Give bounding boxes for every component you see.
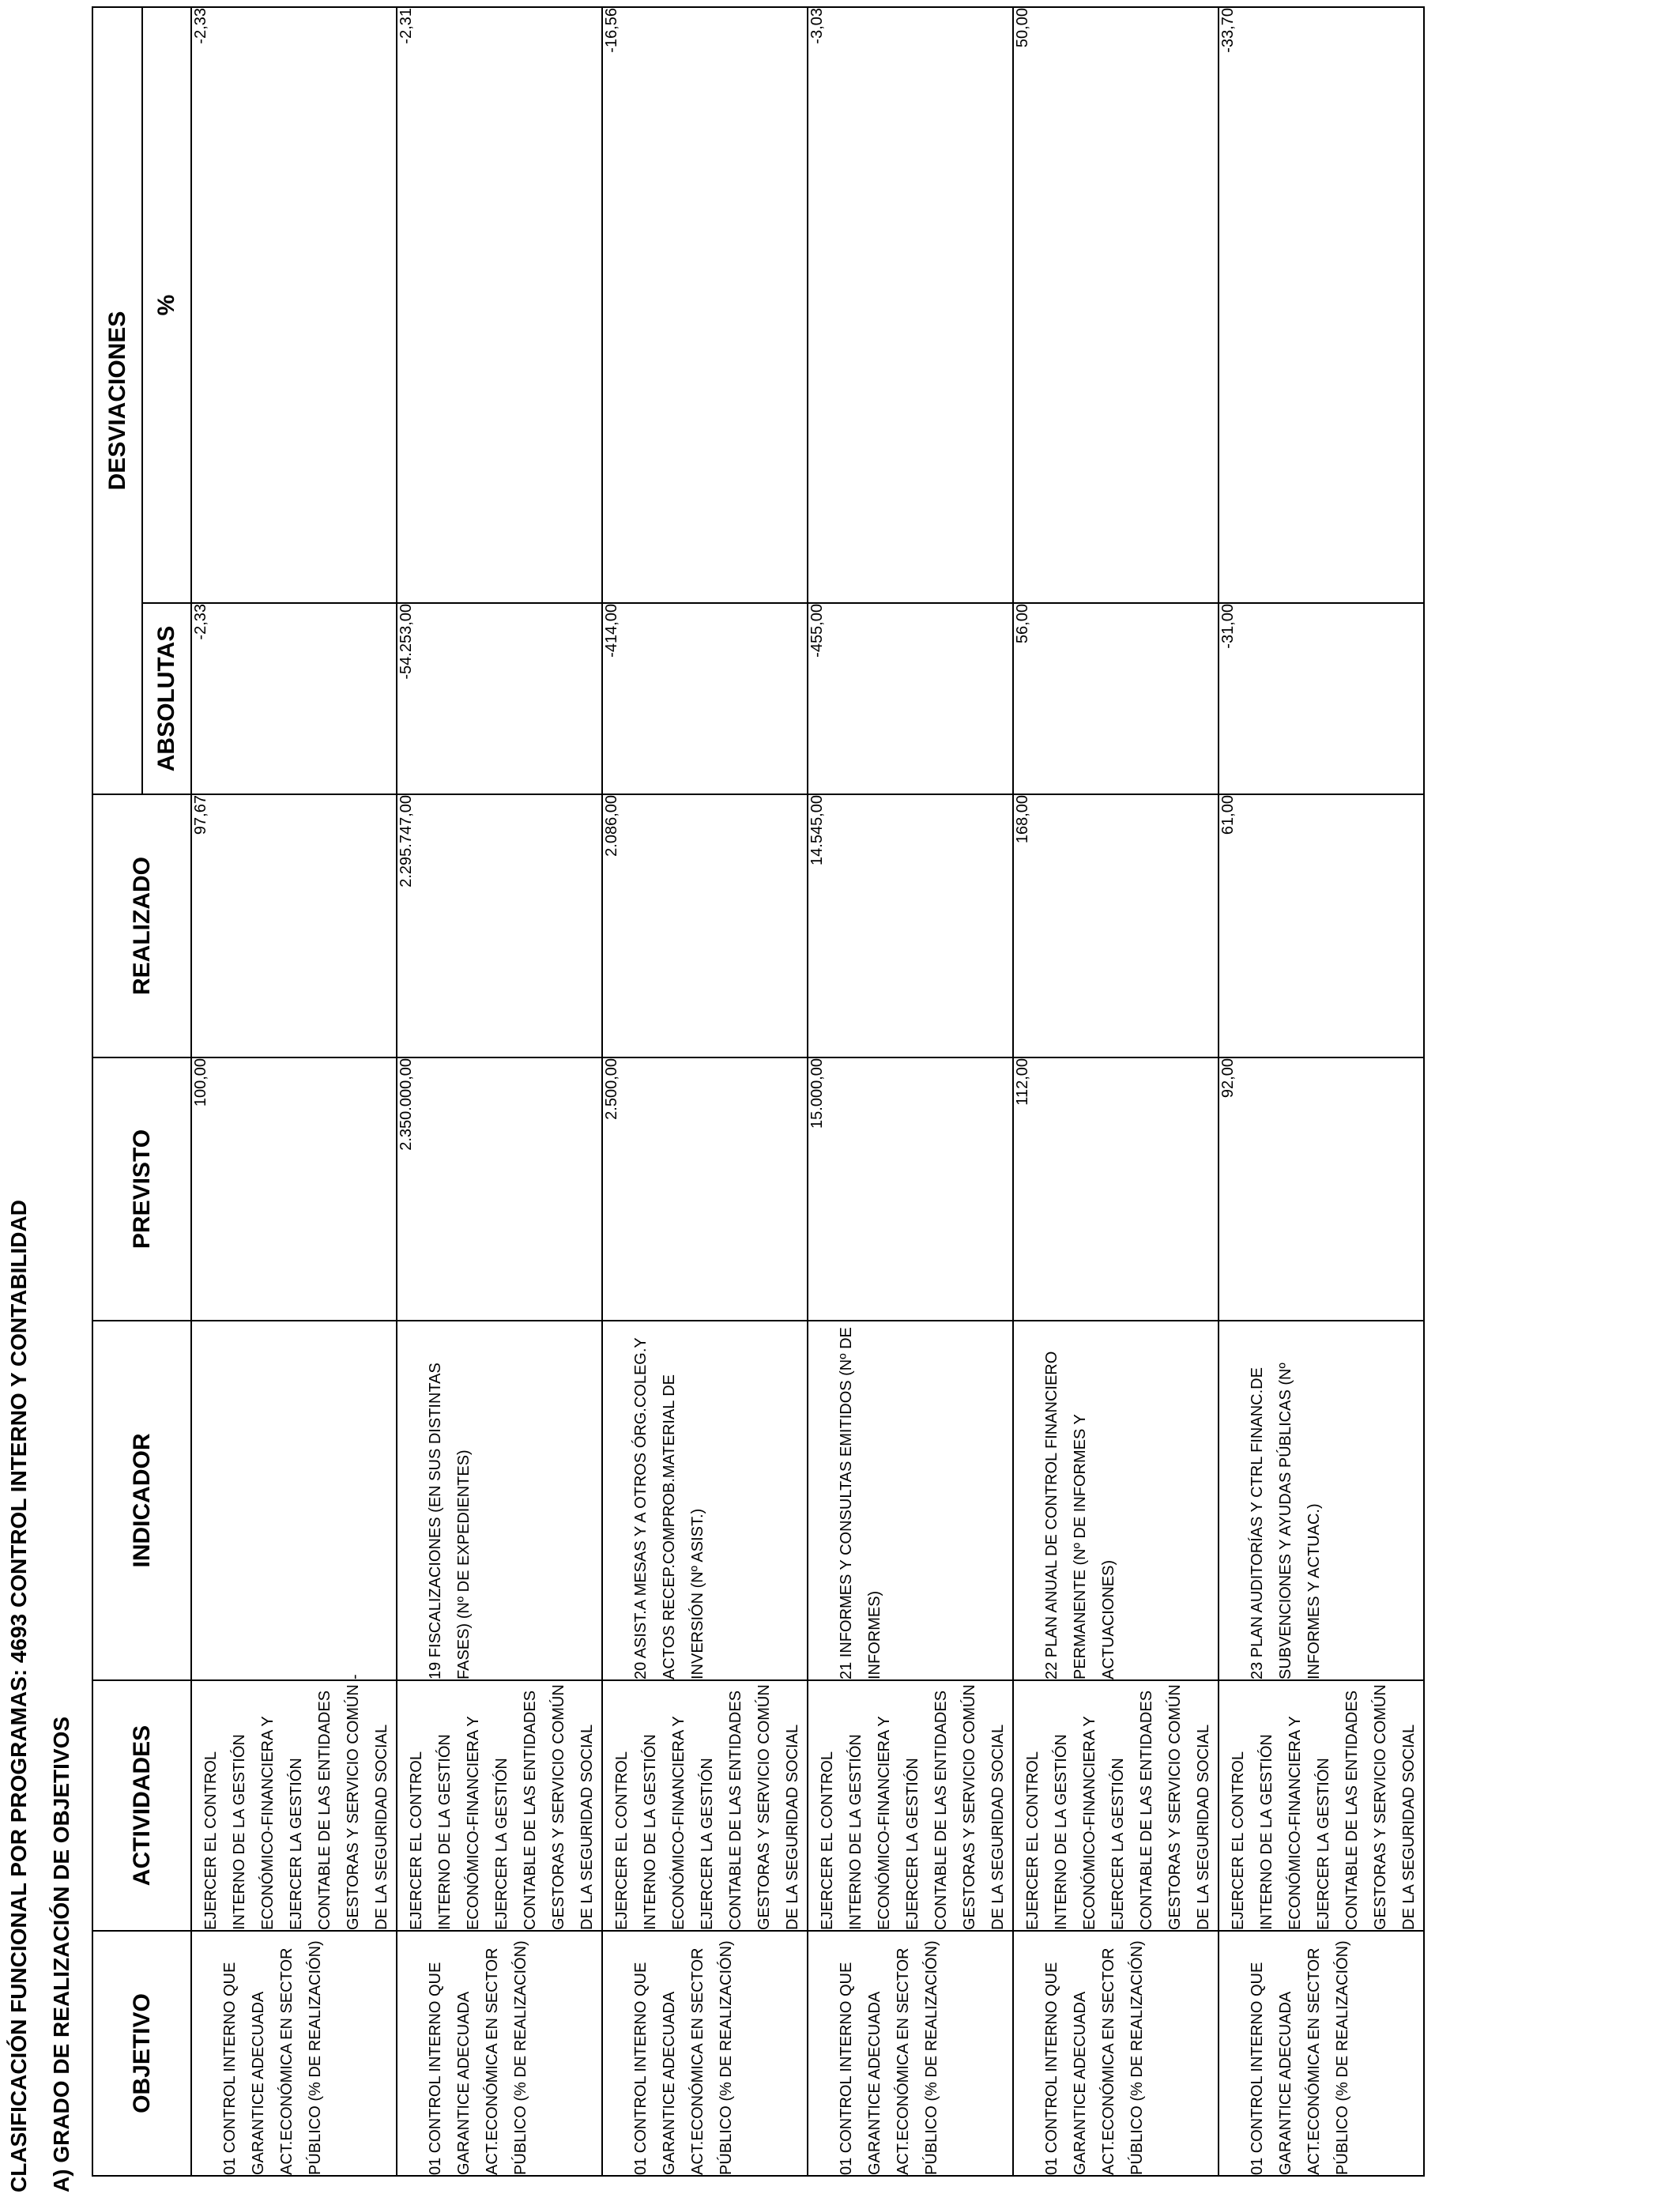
- absolutas-cell: -54.253,00: [397, 603, 602, 794]
- actividades-cell: EJERCER EL CONTROL INTERNO DE LA GESTIÓN ECONÓMICO-FINANCIERA Y EJERCER LA GESTIÓN CONTABLE DE LAS ENTIDADES GESTORAS Y SERVICIO COMÚN DE LA SEGURIDAD SOCIAL: [1219, 1680, 1424, 1931]
- header-desviaciones: DESVIACIONES: [92, 7, 142, 794]
- header-objetivo: OBJETIVO: [92, 1931, 191, 2176]
- realizado-cell: 14.545,00: [808, 794, 1013, 1057]
- realizado-cell: 61,00: [1219, 794, 1424, 1057]
- realizado-cell: 2.295.747,00: [397, 794, 602, 1057]
- header-previsto: PREVISTO: [92, 1057, 191, 1321]
- previsto-cell: 15.000,00: [808, 1057, 1013, 1321]
- page-subtitle: A) GRADO DE REALIZACIÓN DE OBJETIVOS: [49, 1716, 73, 2192]
- table-row: [808, 7, 1013, 2176]
- indicador-cell: 19 FISCALIZACIONES (EN SUS DISTINTAS FASES) (Nº DE EXPEDIENTES): [397, 1321, 602, 1680]
- actividades-cell: EJERCER EL CONTROL INTERNO DE LA GESTIÓN ECONÓMICO-FINANCIERA Y EJERCER LA GESTIÓN CONTABLE DE LAS ENTIDADES GESTORAS Y SERVICIO COMÚN DE LA SEGURIDAD SOCIAL: [397, 1680, 602, 1931]
- indicador-cell: 20 ASIST.A MESAS Y A OTROS ÓRG.COLEG.Y ACTOS RECEP.COMPROB.MATERIAL DE INVERSIÓN (Nº ASIST.): [602, 1321, 808, 1680]
- objetivo-cell: 01 CONTROL INTERNO QUE GARANTICE ADECUADA ACT.ECONÓMICA EN SECTOR PÚBLICO (% DE REALIZACIÓN): [602, 1931, 808, 2176]
- porcentaje-cell: -16,56: [602, 7, 808, 603]
- page-title: CLASIFICACIÓN FUNCIONAL POR PROGRAMAS: 4693 CONTROL INTERNO Y CONTABILIDAD: [6, 1200, 31, 2192]
- porcentaje-cell: -33,70: [1219, 7, 1424, 603]
- absolutas-cell: -414,00: [602, 603, 808, 794]
- realizado-cell: 168,00: [1013, 794, 1219, 1057]
- porcentaje-cell: -3,03: [808, 7, 1013, 603]
- objetivo-cell: 01 CONTROL INTERNO QUE GARANTICE ADECUADA ACT.ECONÓMICA EN SECTOR PÚBLICO (% DE REALIZACIÓN): [808, 1931, 1013, 2176]
- objetivo-cell: 01 CONTROL INTERNO QUE GARANTICE ADECUADA ACT.ECONÓMICA EN SECTOR PÚBLICO (% DE REALIZACIÓN): [397, 1931, 602, 2176]
- objectives-table: [92, 6, 1425, 2177]
- indicador-cell: 23 PLAN AUDITORÍAS Y CTRL FINANC.DE SUBVENCIONES Y AYUDAS PÚBLICAS (Nº INFORMES Y ACTUAC.): [1219, 1321, 1424, 1680]
- realizado-cell: 2.086,00: [602, 794, 808, 1057]
- porcentaje-cell: -2,33: [191, 7, 397, 603]
- header-porcentaje: %: [142, 7, 191, 603]
- objetivo-cell: 01 CONTROL INTERNO QUE GARANTICE ADECUADA ACT.ECONÓMICA EN SECTOR PÚBLICO (% DE REALIZACIÓN): [1219, 1931, 1424, 2176]
- realizado-cell: 97,67: [191, 794, 397, 1057]
- header-absolutas: ABSOLUTAS: [142, 603, 191, 794]
- header-indicador: INDICADOR: [92, 1321, 191, 1680]
- previsto-cell: 2.350.000,00: [397, 1057, 602, 1321]
- table-row: [1219, 7, 1424, 2176]
- absolutas-cell: -2,33: [191, 603, 397, 794]
- absolutas-cell: 56,00: [1013, 603, 1219, 794]
- header-actividades: ACTIVIDADES: [92, 1680, 191, 1931]
- table-row: [602, 7, 808, 2176]
- actividades-cell: EJERCER EL CONTROL INTERNO DE LA GESTIÓN ECONÓMICO-FINANCIERA Y EJERCER LA GESTIÓN CONTABLE DE LAS ENTIDADES GESTORAS Y SERVICIO COMÚN DE LA SEGURIDAD SOCIAL: [1013, 1680, 1219, 1931]
- objetivo-cell: 01 CONTROL INTERNO QUE GARANTICE ADECUADA ACT.ECONÓMICA EN SECTOR PÚBLICO (% DE REALIZACIÓN): [191, 1931, 397, 2176]
- actividades-cell: EJERCER EL CONTROL INTERNO DE LA GESTIÓN ECONÓMICO-FINANCIERA Y EJERCER LA GESTIÓN CONTABLE DE LAS ENTIDADES GESTORAS Y SERVICIO COMÚN DE LA SEGURIDAD SOCIAL: [808, 1680, 1013, 1931]
- porcentaje-cell: 50,00: [1013, 7, 1219, 603]
- previsto-cell: 112,00: [1013, 1057, 1219, 1321]
- indicador-cell: -: [191, 1321, 397, 1680]
- objetivo-cell: 01 CONTROL INTERNO QUE GARANTICE ADECUADA ACT.ECONÓMICA EN SECTOR PÚBLICO (% DE REALIZACIÓN): [1013, 1931, 1219, 2176]
- header-realizado: REALIZADO: [92, 794, 191, 1057]
- indicador-cell: 22 PLAN ANUAL DE CONTROL FINANCIERO PERMANENTE (Nº DE INFORMES Y ACTUACIONES): [1013, 1321, 1219, 1680]
- table-row: [191, 7, 397, 2176]
- absolutas-cell: -31,00: [1219, 603, 1424, 794]
- porcentaje-cell: -2,31: [397, 7, 602, 603]
- previsto-cell: 100,00: [191, 1057, 397, 1321]
- indicador-cell: 21 INFORMES Y CONSULTAS EMITIDOS (Nº DE INFORMES): [808, 1321, 1013, 1680]
- previsto-cell: 2.500,00: [602, 1057, 808, 1321]
- actividades-cell: EJERCER EL CONTROL INTERNO DE LA GESTIÓN ECONÓMICO-FINANCIERA Y EJERCER LA GESTIÓN CONTABLE DE LAS ENTIDADES GESTORAS Y SERVICIO COMÚN DE LA SEGURIDAD SOCIAL: [602, 1680, 808, 1931]
- table-row: [1013, 7, 1219, 2176]
- actividades-cell: EJERCER EL CONTROL INTERNO DE LA GESTIÓN ECONÓMICO-FINANCIERA Y EJERCER LA GESTIÓN CONTABLE DE LAS ENTIDADES GESTORAS Y SERVICIO COMÚN DE LA SEGURIDAD SOCIAL: [191, 1680, 397, 1931]
- absolutas-cell: -455,00: [808, 603, 1013, 794]
- previsto-cell: 92,00: [1219, 1057, 1424, 1321]
- table-row: [397, 7, 602, 2176]
